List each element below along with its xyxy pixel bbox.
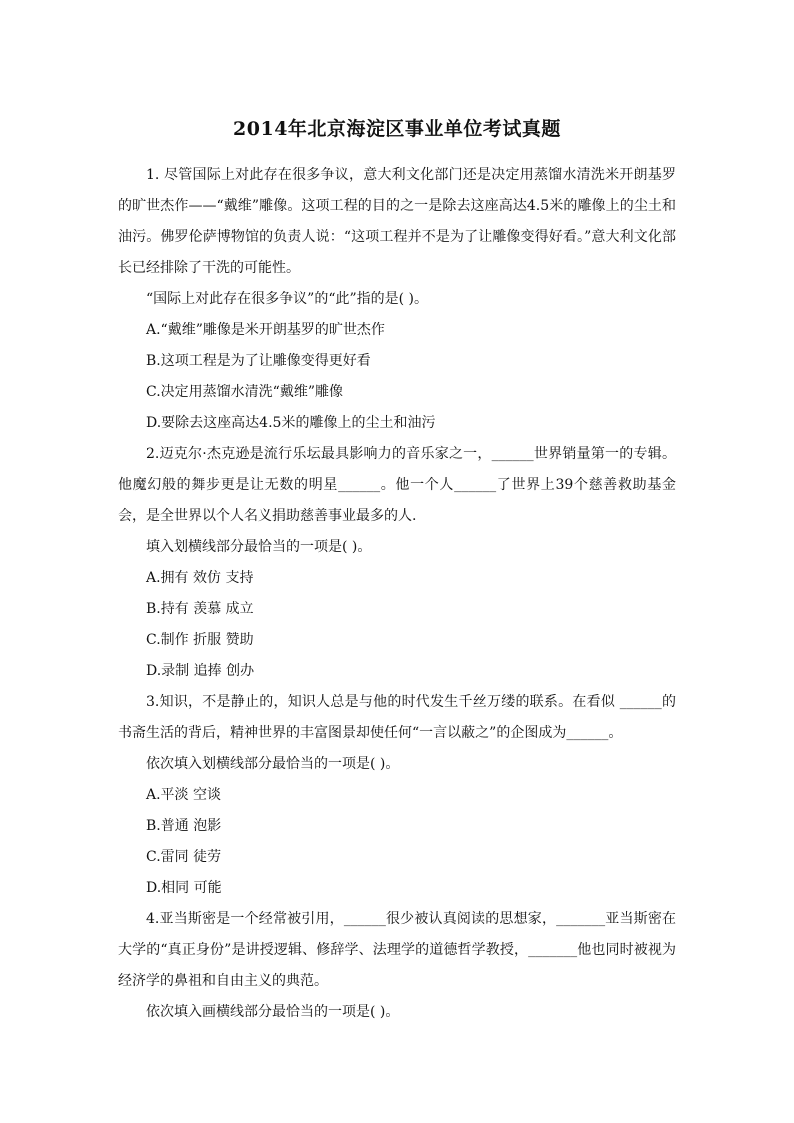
- question-3: [118, 687, 676, 904]
- question-prompt: “国际上对此存在很多争议”的“此”指的是( )。: [146, 291, 429, 307]
- option-d: D.录制 追捧 创办: [146, 663, 255, 679]
- question-prompt: 填入划横线部分最恰当的一项是( )。: [146, 539, 372, 555]
- option-a: A.“戴维”雕像是米开朗基罗的旷世杰作: [146, 322, 385, 338]
- question-stem: 2.迈克尔·杰克逊是流行乐坛最具影响力的音乐家之一，______世界销量第一的专辑。他魔幻般的舞步更是让无数的明星______。他一个人______了世界上39个慈善救助基金会，是全世界以个人名义捐助慈善事业最多的人.: [118, 446, 676, 524]
- option-c: C.雷同 徒劳: [146, 849, 222, 865]
- option-c: C.决定用蒸馏水清洗“戴维”雕像: [146, 384, 343, 400]
- option-b: B.持有 羡慕 成立: [146, 601, 254, 617]
- document-title: 2014年北京海淀区事业单位考试真题: [233, 118, 561, 140]
- question-prompt: 依次填入画横线部分最恰当的一项是( )。: [146, 1004, 400, 1020]
- question-stem: 3.知识，不是静止的，知识人总是与他的时代发生千丝万缕的联系。在看似 ______的书斋生活的背后，精神世界的丰富图景却使任何“一言以蔽之”的企图成为______。: [118, 694, 676, 741]
- option-c: C.制作 折服 赞助: [146, 632, 254, 648]
- option-d: D.相同 可能: [146, 880, 222, 896]
- document-body: [118, 160, 676, 1028]
- question-4: [118, 904, 676, 1028]
- question-2: [118, 439, 676, 687]
- option-d: D.要除去这座高达4.5米的雕像上的尘土和油污: [146, 415, 436, 431]
- option-a: A.拥有 效仿 支持: [146, 570, 254, 586]
- option-b: B.普通 泡影: [146, 818, 222, 834]
- option-a: A.平淡 空谈: [146, 787, 222, 803]
- option-b: B.这项工程是为了让雕像变得更好看: [146, 353, 371, 369]
- question-stem: 4.亚当斯密是一个经常被引用，______很少被认真阅读的思想家，_______亚当斯密在大学的“真正身份”是讲授逻辑、修辞学、法理学的道德哲学教授，_______他也同时被视为经济学的鼻祖和自由主义的典范。: [118, 911, 676, 989]
- question-stem: 1. 尽管国际上对此存在很多争议，意大利文化部门还是决定用蒸馏水清洗米开朗基罗的旷世杰作——“戴维”雕像。这项工程的目的之一是除去这座高达4.5米的雕像上的尘土和油污。佛罗伦萨博物馆的负责人说：“这项工程并不是为了让雕像变得好看。”意大利文化部长已经排除了干洗的可能性。: [118, 167, 676, 276]
- question-1: [118, 160, 676, 439]
- question-prompt: 依次填入划横线部分最恰当的一项是( )。: [146, 756, 400, 772]
